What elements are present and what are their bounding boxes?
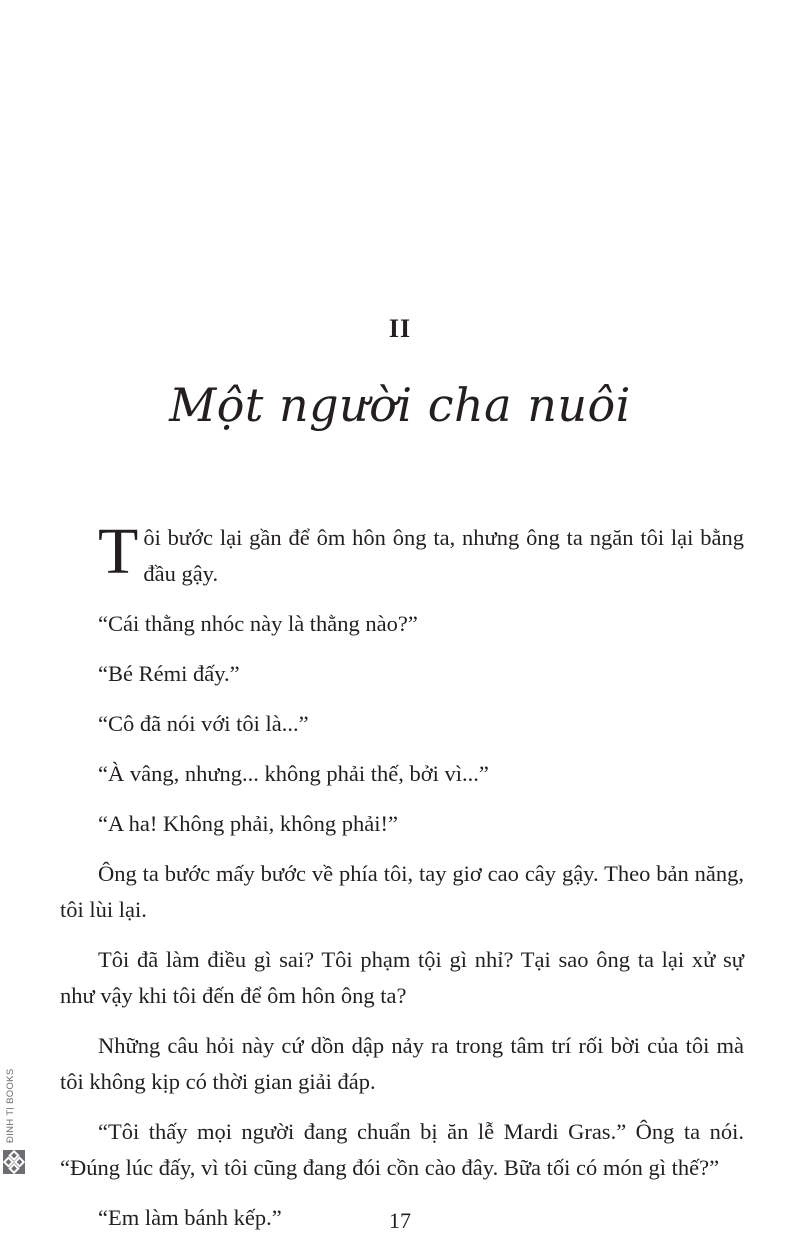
paragraph: “Tôi thấy mọi người đang chuẩn bị ăn lễ Mardi Gras.” Ông ta nói. “Đúng lúc đấy, vì tôi cũng đang đói cồn cào đây. Bữa tối có món gì thế?”: [60, 1119, 744, 1180]
paragraph: Ông ta bước mấy bước về phía tôi, tay giơ cao cây gậy. Theo bản năng, tôi lùi lại.: [60, 861, 744, 922]
page-number: 17: [389, 1208, 411, 1233]
paragraph: Tôi đã làm điều gì sai? Tôi phạm tội gì nhỉ? Tại sao ông ta lại xử sự như vậy khi tôi đến để ôm hôn ông ta?: [60, 947, 744, 1008]
opening-paragraph: [60, 515, 744, 592]
chapter-number: II: [388, 314, 412, 343]
publisher-name: ĐINH TỊ BOOKS: [5, 1068, 16, 1144]
publisher-mark: [3, 1066, 25, 1178]
paragraph: “Em làm bánh kếp.”: [98, 1205, 282, 1230]
paragraph: “À vâng, nhưng... không phải thế, bởi vì...”: [98, 761, 489, 786]
drop-cap: T: [98, 515, 139, 588]
chapter-title: Một người cha nuôi: [169, 378, 631, 432]
paragraph: “Bé Rémi đấy.”: [98, 661, 240, 686]
paragraph: “A ha! Không phải, không phải!”: [98, 811, 398, 836]
paragraph: “Cô đã nói với tôi là...”: [98, 711, 309, 736]
paragraph-text: ôi bước lại gần để ôm hôn ông ta, nhưng ông ta ngăn tôi lại bằng đầu gậy.: [143, 525, 744, 586]
publisher-logo-icon: [3, 1150, 25, 1174]
paragraph: Những câu hỏi này cứ dồn dập nảy ra trong tâm trí rối bời của tôi mà tôi không kịp có thời gian giải đáp.: [60, 1033, 744, 1094]
paragraph: “Cái thằng nhóc này là thằng nào?”: [98, 611, 418, 636]
chapter-body: [60, 515, 744, 1250]
